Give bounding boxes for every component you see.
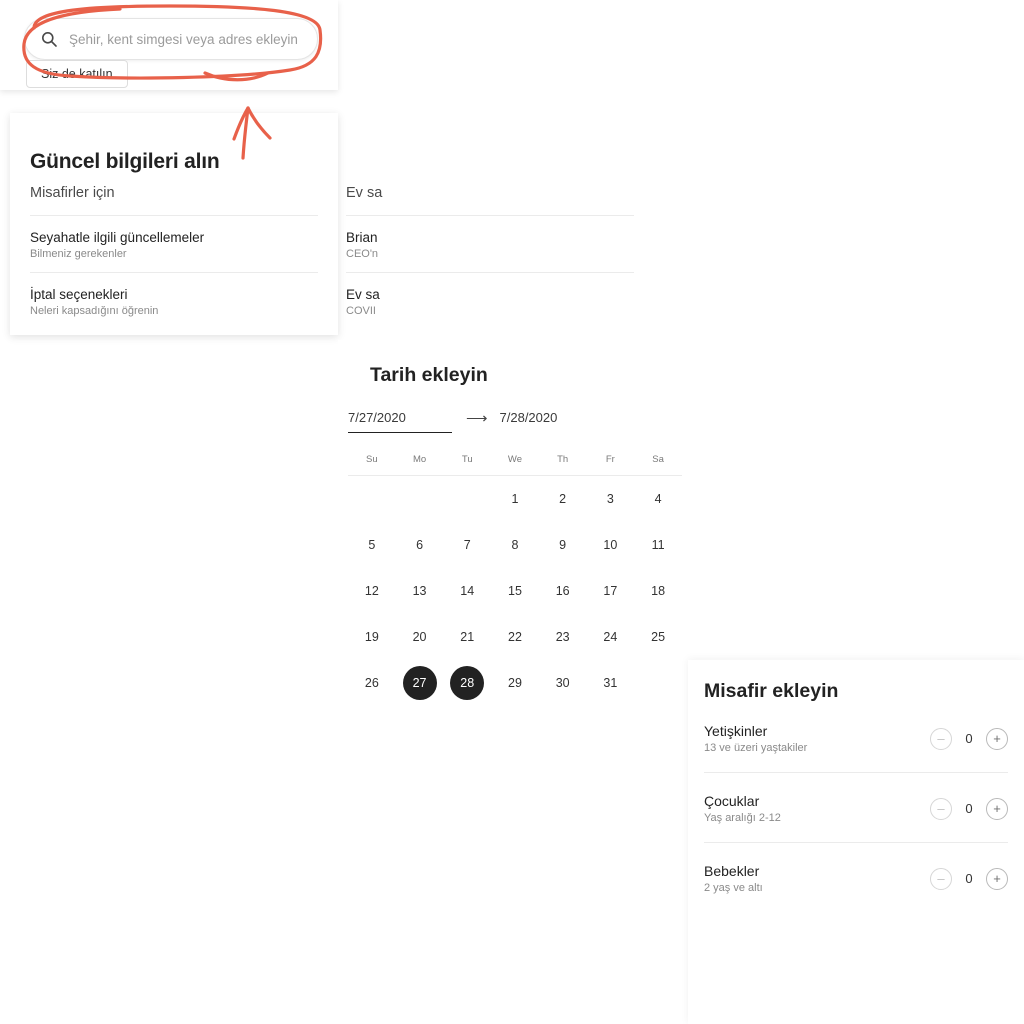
calendar-cell[interactable]: [634, 568, 682, 614]
day-cell[interactable]: 11: [651, 538, 665, 552]
day-cell[interactable]: 1: [511, 492, 519, 506]
calendar-week: [348, 614, 682, 660]
calendar-cell[interactable]: [396, 522, 444, 568]
adults-stepper: [930, 728, 1008, 750]
calendar-cell[interactable]: [443, 660, 491, 706]
date-picker-title: Tarih ekleyin: [370, 364, 488, 386]
list-item-subtitle: CEO'n: [346, 248, 379, 260]
guest-label: [704, 863, 930, 894]
calendar: [348, 448, 682, 706]
calendar-cell[interactable]: [587, 522, 635, 568]
search-icon: [41, 31, 57, 47]
list-item-subtitle: COVII: [346, 305, 376, 317]
calendar-cell[interactable]: [396, 568, 444, 614]
day-cell[interactable]: 5: [368, 538, 376, 552]
calendar-cell[interactable]: [587, 568, 635, 614]
day-cell[interactable]: 2: [559, 492, 567, 506]
list-item[interactable]: [30, 216, 318, 273]
day-cell[interactable]: 29: [508, 676, 522, 690]
day-cell[interactable]: 23: [555, 630, 570, 644]
guest-name: Yetişkinler: [704, 723, 768, 739]
day-cell[interactable]: 15: [508, 584, 522, 598]
guest-row-children: [704, 773, 1008, 843]
list-item-title: Ev sa: [346, 287, 380, 302]
infants-value: 0: [965, 871, 973, 886]
list-item-title: Seyahatle ilgili güncellemeler: [30, 230, 205, 245]
day-cell-selected-end[interactable]: 28: [450, 666, 484, 700]
calendar-cell: [634, 660, 682, 706]
calendar-cell[interactable]: [491, 660, 539, 706]
calendar-cell[interactable]: [491, 476, 539, 523]
updates-title: Güncel bilgileri alın: [30, 150, 220, 173]
calendar-cell[interactable]: [348, 614, 396, 660]
calendar-week: [348, 522, 682, 568]
guest-sub: 2 yaş ve altı: [704, 882, 763, 894]
list-item[interactable]: [346, 273, 634, 329]
infants-decrement-button[interactable]: –: [930, 868, 952, 890]
arrow-right-icon: ⟶: [466, 410, 488, 427]
calendar-cell[interactable]: [348, 660, 396, 706]
day-cell-selected-start[interactable]: 27: [403, 666, 437, 700]
calendar-cell[interactable]: [443, 522, 491, 568]
calendar-cell[interactable]: [491, 614, 539, 660]
date-picker-panel: [338, 340, 700, 706]
calendar-cell[interactable]: [539, 568, 587, 614]
day-cell[interactable]: 3: [606, 492, 614, 506]
guest-sub: 13 ve üzeri yaştakiler: [704, 742, 808, 754]
calendar-cell[interactable]: [396, 660, 444, 706]
adults-decrement-button[interactable]: –: [930, 728, 952, 750]
day-cell[interactable]: 14: [460, 584, 475, 598]
list-item[interactable]: [346, 216, 634, 273]
adults-increment-button[interactable]: +: [986, 728, 1008, 750]
search-input[interactable]: [67, 31, 317, 48]
children-increment-button[interactable]: +: [986, 798, 1008, 820]
day-cell[interactable]: 8: [511, 538, 519, 552]
calendar-cell[interactable]: [634, 522, 682, 568]
column-header: Ev sa: [346, 185, 634, 216]
day-cell: [355, 481, 389, 515]
calendar-cell[interactable]: [491, 568, 539, 614]
guest-row-infants: [704, 843, 1008, 912]
day-cell: [403, 481, 437, 515]
calendar-cell[interactable]: [539, 660, 587, 706]
day-cell[interactable]: 21: [460, 630, 475, 644]
calendar-cell[interactable]: [443, 568, 491, 614]
list-item-subtitle: Neleri kapsadığını öğrenin: [30, 305, 159, 317]
weekday-label: Sa: [634, 448, 682, 476]
calendar-cell[interactable]: [587, 614, 635, 660]
calendar-cell[interactable]: [634, 614, 682, 660]
day-cell[interactable]: 10: [603, 538, 618, 552]
day-cell[interactable]: 9: [559, 538, 567, 552]
calendar-week: [348, 568, 682, 614]
join-button[interactable]: Siz de katılın: [26, 60, 128, 88]
guest-label: [704, 793, 930, 824]
guest-row-adults: [704, 703, 1008, 773]
day-cell[interactable]: 25: [651, 630, 666, 644]
day-cell[interactable]: 4: [654, 492, 662, 506]
checkout-date-input[interactable]: [500, 410, 604, 433]
calendar-cell[interactable]: [539, 476, 587, 523]
checkin-date-input[interactable]: [348, 410, 452, 433]
guest-name: Bebekler: [704, 863, 760, 879]
weekday-label: Mo: [396, 448, 444, 476]
calendar-cell[interactable]: [539, 614, 587, 660]
infants-stepper: [930, 868, 1008, 890]
calendar-cell[interactable]: [539, 522, 587, 568]
day-cell[interactable]: 22: [508, 630, 522, 644]
children-decrement-button[interactable]: –: [930, 798, 952, 820]
calendar-cell[interactable]: [348, 522, 396, 568]
day-cell[interactable]: 16: [555, 584, 570, 598]
calendar-cell[interactable]: [443, 614, 491, 660]
guest-label: [704, 723, 930, 754]
weekday-label: Su: [348, 448, 396, 476]
guests-panel: [688, 660, 1024, 1024]
day-cell[interactable]: 19: [364, 630, 379, 644]
updates-columns: [30, 185, 650, 329]
day-cell[interactable]: 12: [364, 584, 379, 598]
guest-sub: Yaş aralığı 2-12: [704, 812, 781, 824]
children-stepper: [930, 798, 1008, 820]
day-cell[interactable]: 7: [463, 538, 471, 552]
guest-name: Çocuklar: [704, 793, 760, 809]
day-cell: [450, 481, 484, 515]
list-item-subtitle: Bilmeniz gerekenler: [30, 248, 127, 260]
adults-value: 0: [965, 731, 973, 746]
calendar-cell: [443, 476, 491, 523]
calendar-cell[interactable]: [634, 476, 682, 523]
calendar-cell: [396, 476, 444, 523]
updates-panel: [10, 113, 383, 335]
children-value: 0: [965, 801, 973, 816]
day-cell[interactable]: 18: [651, 584, 666, 598]
day-cell[interactable]: 20: [412, 630, 427, 644]
updates-column-hosts: [346, 185, 634, 329]
guests-title: Misafir ekleyin: [704, 680, 839, 702]
day-cell: [641, 665, 675, 699]
weekday-label: Fr: [587, 448, 635, 476]
calendar-cell: [348, 476, 396, 523]
infants-increment-button[interactable]: +: [986, 868, 1008, 890]
weekday-label: Tu: [443, 448, 491, 476]
search-panel: [0, 0, 338, 90]
day-cell[interactable]: 17: [603, 584, 618, 598]
list-item[interactable]: [30, 273, 318, 329]
weekday-label: Th: [539, 448, 587, 476]
day-cell[interactable]: 13: [412, 584, 427, 598]
calendar-week: [348, 476, 682, 523]
calendar-cell[interactable]: [491, 522, 539, 568]
date-fields: [348, 409, 700, 434]
day-cell[interactable]: 6: [416, 538, 424, 552]
day-cell[interactable]: 24: [603, 630, 618, 644]
calendar-cell[interactable]: [587, 660, 635, 706]
list-item-title: İptal seçenekleri: [30, 287, 128, 302]
weekday-label: We: [491, 448, 539, 476]
list-item-title: Brian: [346, 230, 378, 245]
day-cell[interactable]: 26: [364, 676, 379, 690]
column-header: Misafirler için: [30, 185, 318, 216]
calendar-cell[interactable]: [396, 614, 444, 660]
calendar-cell[interactable]: [587, 476, 635, 523]
day-cell[interactable]: 31: [603, 676, 618, 690]
calendar-cell[interactable]: [348, 568, 396, 614]
calendar-week: [348, 660, 682, 706]
calendar-weekday-row: [348, 448, 682, 476]
day-cell[interactable]: 30: [555, 676, 570, 690]
updates-column-guests: [30, 185, 318, 329]
search-box[interactable]: [24, 18, 318, 60]
